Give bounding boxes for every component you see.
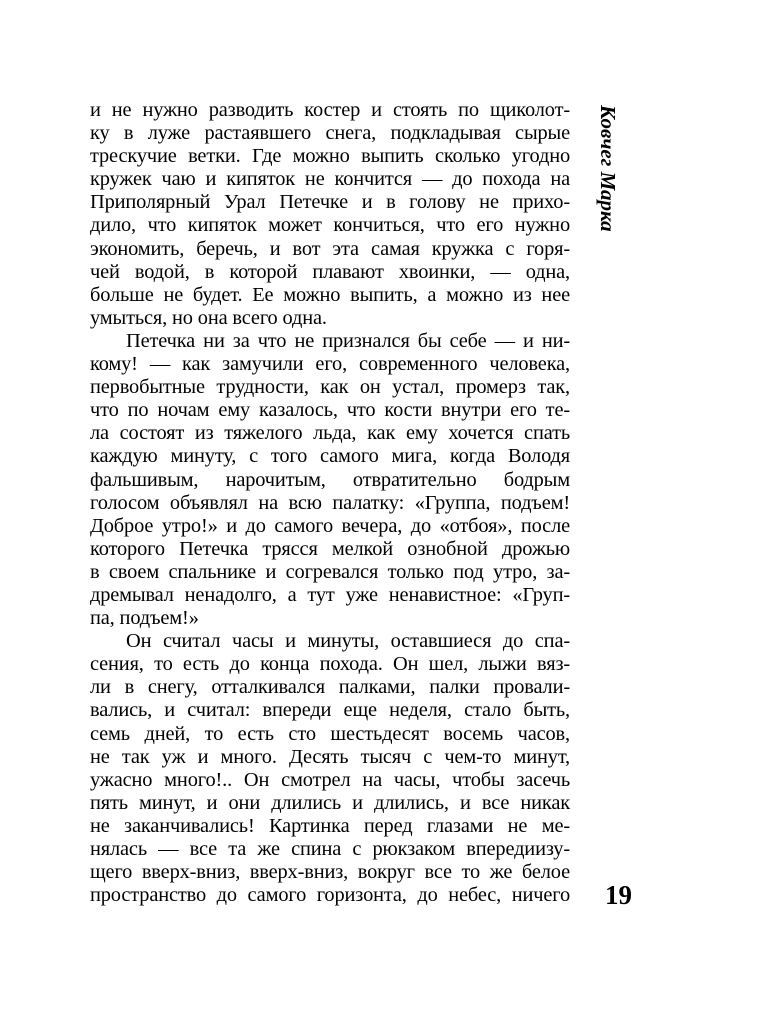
text-line: фальшивым, нарочитым, отвратительно бодрым (90, 468, 570, 491)
text-line: сения, то есть до конца похода. Он шел, лыжи вяз- (90, 653, 570, 676)
text-line: щего вверх-вниз, вверх-вниз, вокруг все то же белое (90, 861, 570, 884)
text-line: кружек чаю и кипяток не кончится — до похода на (90, 168, 570, 191)
text-line: в своем спальнике и согревался только под утро, за- (90, 560, 570, 583)
text-line: умыться, но она всего одна. (90, 306, 327, 329)
text-line: Доброе утро!» и до самого вечера, до «отбоя», после (90, 514, 570, 537)
text-line: па, подъем!» (90, 607, 199, 630)
text-line: ужасно много!.. Он смотрел на часы, чтобы засечь (90, 768, 570, 791)
text-line: каждую минуту, с того самого мига, когда Володя (90, 445, 570, 468)
page-number: 19 (605, 880, 632, 910)
text-line: ла состоят из тяжелого льда, как ему хочется спать (90, 422, 570, 445)
text-line: и не нужно разводить костер и стоять по щиколот- (90, 99, 570, 121)
text-line: чей водой, в которой плавают хвоинки, — одна, (90, 260, 570, 283)
paragraph-start-line: Петечка ни за что не признался бы себе — и ни- (126, 329, 570, 352)
text-line: пять минут, и они длились и длились, и все никак (90, 791, 570, 814)
text-line: вались, и считал: впереди еще неделя, стало быть, (90, 699, 570, 722)
text-line: больше не будет. Ее можно выпить, а можно из нее (90, 283, 570, 306)
text-line: не заканчивались! Картинка перед глазами не ме- (90, 814, 570, 837)
text-line: не так уж и много. Десять тысяч с чем-то минут, (90, 745, 570, 768)
text-line: голосом объявлял на всю палатку: «Группа, подъем! (90, 491, 570, 514)
text-line: дремывал ненадолго, а тут уже ненавистное: «Груп- (90, 583, 570, 606)
text-line: ку в луже растаявшего снега, подкладывая сырые (90, 122, 570, 145)
text-line: семь дней, то есть сто шестьдесят восемь часов, (90, 722, 570, 745)
text-line: трескучие ветки. Где можно выпить сколько угодно (90, 145, 570, 168)
text-line: ли в снегу, отталкивался палками, палки провали- (90, 676, 570, 699)
text-line: которого Петечка трясся мелкой ознобной дрожью (90, 537, 570, 560)
paragraph-start-line: Он считал часы и минуты, оставшиеся до спа- (126, 630, 570, 653)
text-line: кому! — как замучили его, современного человека, (90, 353, 570, 376)
text-line: дило, что кипяток может кончиться, что его нужно (90, 214, 570, 237)
text-line: пространство до самого горизонта, до небес, ничего (90, 884, 570, 907)
text-line: что по ночам ему казалось, что кости внутри его те- (90, 399, 570, 422)
text-line: нялась — все та же спина с рюкзаком впередиизу- (90, 838, 570, 860)
running-head: Ковчег Марка (596, 105, 620, 232)
text-line: первобытные трудности, как он устал, промерз так, (90, 376, 570, 399)
text-line: экономить, беречь, и вот эта самая кружка с горя- (90, 237, 570, 260)
body-text (90, 99, 570, 907)
text-line: Приполярный Урал Петечке и в голову не прихо- (90, 191, 570, 214)
